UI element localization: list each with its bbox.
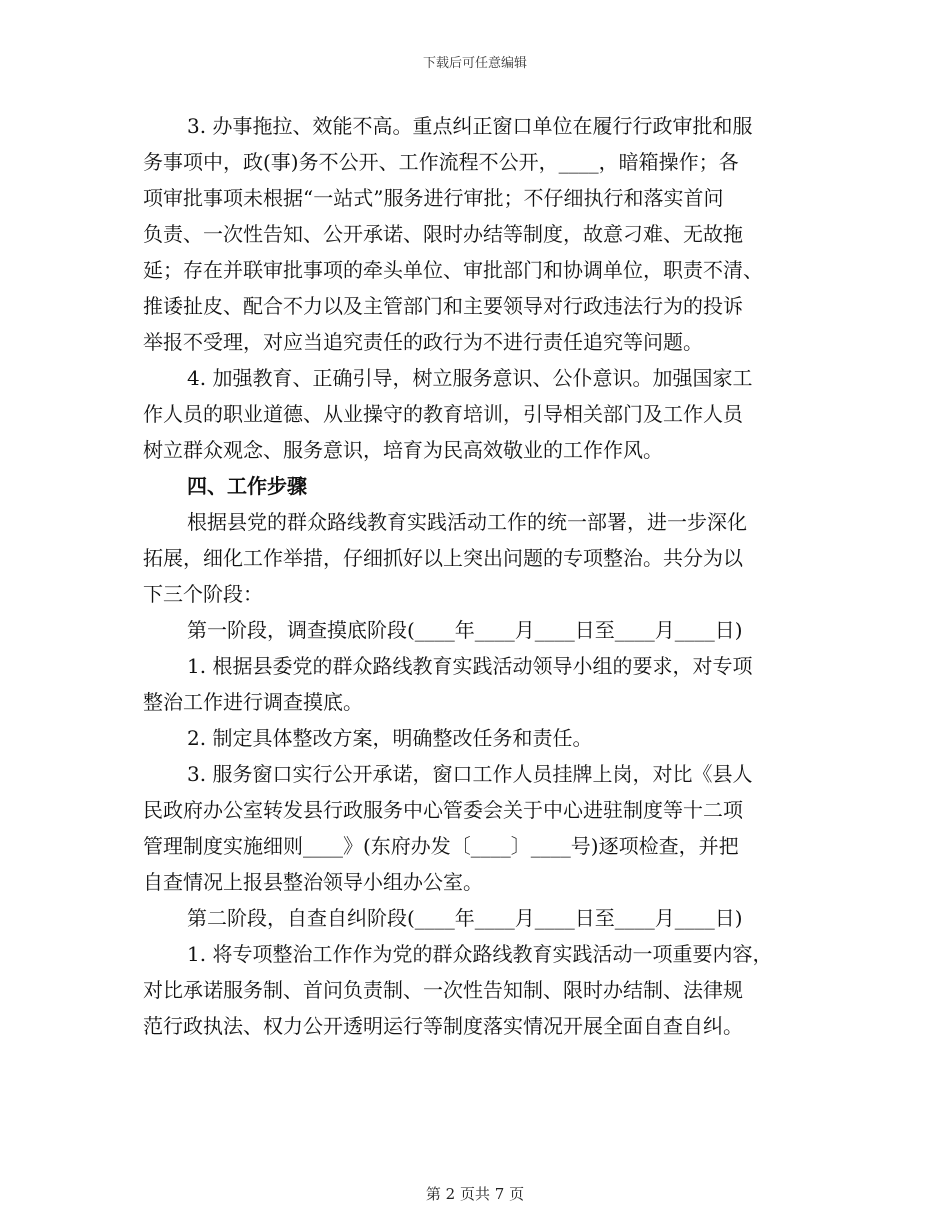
text-line: 树立群众观念、服务意识，培育为民高效敬业的工作作风。 <box>143 438 663 462</box>
text-line: 2. 制定具体整改方案，明确整改任务和责任。 <box>187 726 593 750</box>
text-line: 第一阶段，调查摸底阶段(____年____月____日至____月____日) <box>187 618 743 642</box>
document-body <box>143 108 807 1044</box>
page-footer: 第 2 页共 7 页 <box>425 1185 525 1203</box>
text-line: 项审批事项未根据“一站式”服务进行审批；不仔细执行和落实首问 <box>143 186 724 210</box>
text-line: 3. 服务窗口实行公开承诺，窗口工作人员挂牌上岗，对比《县人 <box>187 762 753 786</box>
text-line: 第二阶段，自查自纠阶段(____年____月____日至____月____日) <box>187 906 743 930</box>
text-line: 自查情况上报县整治领导小组办公室。 <box>143 870 483 894</box>
text-line: 范行政执法、权力公开透明运行等制度落实情况开展全面自查自纠。 <box>143 1014 743 1038</box>
text-line: 举报不受理，对应当追究责任的政行为不进行责任追究等问题。 <box>143 330 703 354</box>
text-line: 根据县党的群众路线教育实践活动工作的统一部署，进一步深化 <box>187 510 747 534</box>
text-line: 对比承诺服务制、首问负责制、一次性告知制、限时办结制、法律规 <box>143 978 743 1002</box>
text-line: 下三个阶段： <box>143 582 263 606</box>
text-line: 整治工作进行调查摸底。 <box>143 690 363 714</box>
text-line: 推诿扯皮、配合不力以及主管部门和主要领导对行政违法行为的投诉 <box>143 294 743 318</box>
text-line: 1. 将专项整治工作作为党的群众路线教育实践活动一项重要内容， <box>187 942 773 966</box>
text-line: 4. 加强教育、正确引导，树立服务意识、公仆意识。加强国家工 <box>187 366 753 390</box>
section-heading: 四、工作步骤 <box>187 474 307 498</box>
page-header: 下载后可任意编辑 <box>422 56 527 71</box>
text-line: 负责、一次性告知、公开承诺、限时办结等制度，故意刁难、无故拖 <box>143 222 743 246</box>
text-line: 民政府办公室转发县行政服务中心管委会关于中心进驻制度等十二项 <box>143 798 743 822</box>
text-line: 1. 根据县委党的群众路线教育实践活动领导小组的要求，对专项 <box>187 654 753 678</box>
text-line: 务事项中，政(事)务不公开、工作流程不公开，____，暗箱操作；各 <box>143 150 739 174</box>
text-line: 作人员的职业道德、从业操守的教育培训，引导相关部门及工作人员 <box>143 402 743 426</box>
text-line: 延；存在并联审批事项的牵头单位、审批部门和协调单位，职责不清、 <box>143 258 763 282</box>
text-line: 3. 办事拖拉、效能不高。重点纠正窗口单位在履行行政审批和服 <box>187 114 753 138</box>
text-line: 管理制度实施细则____》(东府办发〔____〕____号)逐项检查，并把 <box>143 834 739 858</box>
text-line: 拓展，细化工作举措，仔细抓好以上突出问题的专项整治。共分为以 <box>143 546 743 570</box>
